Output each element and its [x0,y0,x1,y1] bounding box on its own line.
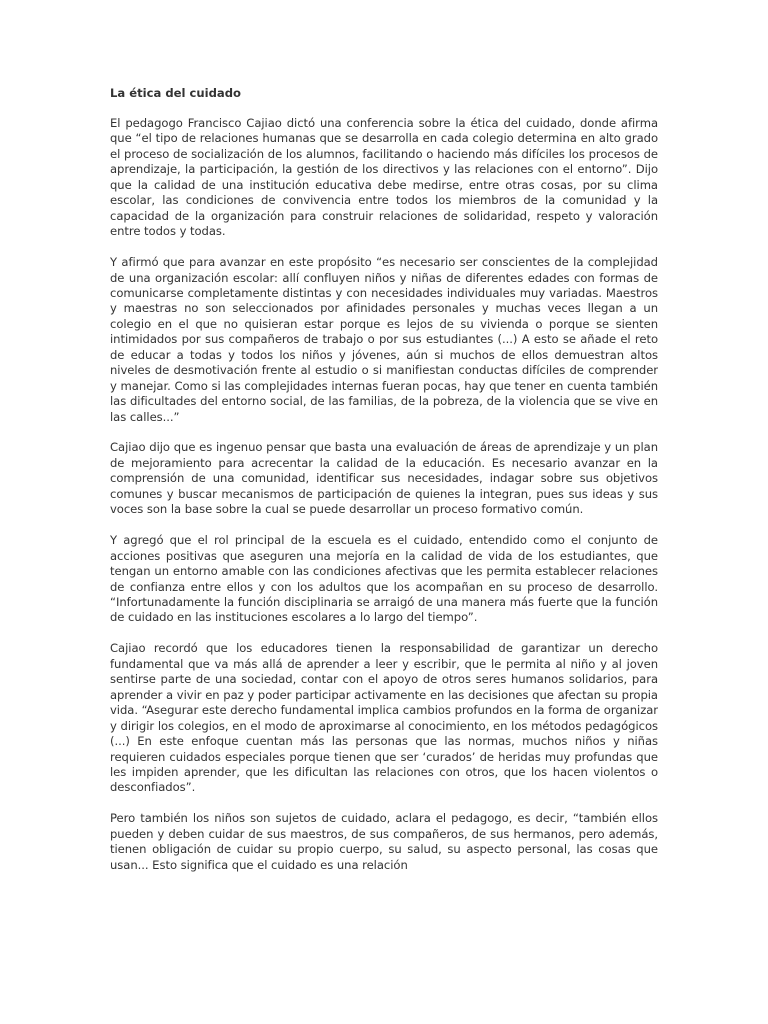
paragraph-5: Cajiao recordó que los educadores tienen la responsabilidad de garantizar un derecho fundamental que va más allá de aprender a leer y escribir, que le permita al niño y al joven sentirse parte de una sociedad, contar con el apoyo de otros seres humanos solidarios, para aprender a vivir en paz y poder participar activamente en las decisiones que afectan su propia vida. “Asegurar este derecho fundamental implica cambios profundos en la forma de organizar y dirigir los colegios, en el modo de aproximarse al conocimiento, en los métodos pedagógicos (...) En este enfoque cuentan más las personas que las normas, muchos niños y niñas requieren cuidados especiales porque tienen que ser ‘curados’ de heridas muy profundas que les impiden aprender, que les dificultan las relaciones con otros, que los hacen violentos o desconfiados”. [110,641,658,795]
document-page [110,86,658,889]
document-title: La ética del cuidado [110,86,242,100]
paragraph-4: Y agregó que el rol principal de la escuela es el cuidado, entendido como el conjunto de acciones positivas que aseguren una mejoría en la calidad de vida de los estudiantes, que tengan un entorno amable con las condiciones afectivas que les permita establecer relaciones de confianza entre ellos y con los adultos que los acompañan en su proceso de desarrollo. “Infortunadamente la función disciplinaria se arraigó de una manera más fuerte que la función de cuidado en las instituciones escolares a lo largo del tiempo”. [110,533,658,625]
paragraph-1: El pedagogo Francisco Cajiao dictó una conferencia sobre la ética del cuidado, donde afirma que “el tipo de relaciones humanas que se desarrolla en cada colegio determina en alto grado el proceso de socialización de los alumnos, facilitando o haciendo más difíciles los procesos de aprendizaje, la participación, la gestión de los directivos y las relaciones con el entorno”. Dijo que la calidad de una institución educativa debe medirse, entre otras cosas, por su clima escolar, las condiciones de convivencia entre todos los miembros de la comunidad y la capacidad de la organización para construir relaciones de solidaridad, respeto y valoración entre todos y todas. [110,116,658,239]
paragraph-2: Y afirmó que para avanzar en este propósito “es necesario ser conscientes de la complejidad de una organización escolar: allí confluyen niños y niñas de diferentes edades con formas de comunicarse completamente distintas y con necesidades individuales muy variadas. Maestros y maestras no son seleccionados por afinidades personales y muchas veces llegan a un colegio en el que no quisieran estar porque es lejos de su vivienda o porque se sienten intimidados por sus compañeros de trabajo o por sus estudiantes (...) A esto se añade el reto de educar a todas y todos los niños y jóvenes, aún si muchos de ellos demuestran altos niveles de desmotivación frente al estudio o si manifiestan conductas difíciles de comprender y manejar. Como si las complejidades internas fueran pocas, hay que tener en cuenta también las dificultades del entorno social, de las familias, de la pobreza, de la violencia que se vive en las calles...” [110,255,658,424]
paragraph-6: Pero también los niños son sujetos de cuidado, aclara el pedagogo, es decir, “también ellos pueden y deben cuidar de sus maestros, de sus compañeros, de sus hermanos, pero además, tienen obligación de cuidar su propio cuerpo, su salud, su aspecto personal, las cosas que usan... Esto significa que el cuidado es una relación [110,811,658,872]
paragraph-3: Cajiao dijo que es ingenuo pensar que basta una evaluación de áreas de aprendizaje y un plan de mejoramiento para acrecentar la calidad de la educación. Es necesario avanzar en la comprensión de una comunidad, identificar sus necesidades, indagar sobre sus objetivos comunes y buscar mecanismos de participación de quienes la integran, pues sus ideas y sus voces son la base sobre la cual se puede desarrollar un proceso formativo común. [110,440,658,517]
